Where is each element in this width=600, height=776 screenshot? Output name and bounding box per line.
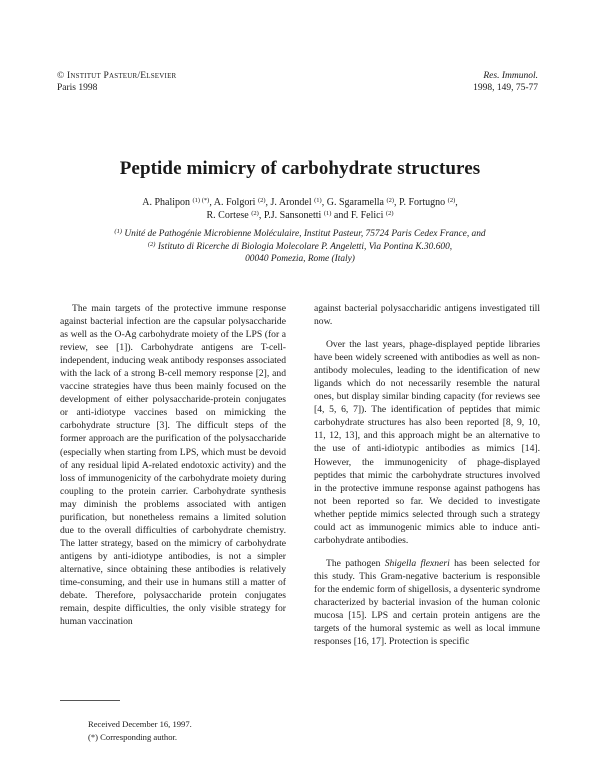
paragraph bbox=[314, 557, 540, 648]
author-affil-mark: (2) bbox=[257, 197, 266, 204]
author-name: , J. Arondel bbox=[265, 197, 312, 208]
author-affil-mark: (2) bbox=[385, 210, 394, 217]
affiliation-2 bbox=[80, 241, 520, 254]
author-affil-mark: (1) (*) bbox=[192, 197, 210, 204]
authors-line-1 bbox=[80, 196, 520, 209]
author-affil-mark: (2) bbox=[386, 197, 395, 204]
author-separator: , bbox=[455, 197, 458, 208]
affiliation-2-cont: 00040 Pomezia, Rome (Italy) bbox=[245, 254, 355, 264]
species-name: Shigella flexneri bbox=[384, 557, 450, 569]
paragraph-text: has been selected for this study. This Gram-negative bacterium is responsible for the endemic form of shigellosis, a dysenteric syndrome characterized by bacterial invasion of the human colonic mucosa [15]. LPS and certain protein antigens are the targets of the humoral systemic as well as local immune responses [16, 17]. Protection is specific bbox=[314, 557, 540, 648]
authors-line-2 bbox=[80, 209, 520, 222]
author-name: , P.J. Sansonetti bbox=[258, 210, 322, 221]
author-name: and F. Felici bbox=[331, 210, 384, 221]
affiliation-1 bbox=[80, 228, 520, 241]
paragraph: against bacterial polysaccharidic antigens investigated till now. bbox=[314, 303, 540, 328]
affil-mark: (2) bbox=[147, 240, 156, 248]
footnotes bbox=[88, 718, 192, 744]
paragraph: Over the last years, phage-displayed peptide libraries have been widely screened with antibodies as well as non-antibody molecules, leading to the identification of new ligands which do not necessarily resemble the natural ones, but display similar binding capacity (for reviews see [4, 5, 6, 7]). The identification of peptides that mimic carbohydrate structures has also been reported [8, 9, 10, 11, 12, 13], and this approach might be an alternative to the use of anti-idiotypic antibodies as mimics [14]. However, the immunogenicity of phage-displayed peptides that mimic the carbohydrate structures involved in the protective immune response against pathogens has not been reported so far. We decided to investigate whether peptide mimics selected through such a strategy could act as immunogenic mimics able to induce anti-carbohydrate antibodies. bbox=[314, 339, 540, 546]
paragraph-text: The pathogen bbox=[326, 557, 385, 569]
affiliations bbox=[80, 228, 520, 266]
received-date: Received December 16, 1997. bbox=[88, 719, 192, 729]
author-affil-mark: (1) bbox=[323, 210, 332, 217]
author-name: , P. Fortugno bbox=[394, 197, 446, 208]
affil-text: Unité de Pathogénie Microbienne Moléculaire, Institut Pasteur, 75724 Paris Cedex France, and bbox=[122, 229, 486, 239]
author-name: , A. Folgori bbox=[209, 197, 256, 208]
author-name: R. Cortese bbox=[206, 210, 249, 221]
article-title: Peptide mimicry of carbohydrate structures bbox=[119, 158, 481, 179]
author-name: A. Phalipon bbox=[142, 197, 191, 208]
paragraph: The main targets of the protective immune response against bacterial infection are the capsular polysaccharide as well as the O-Ag carbohydrate moiety of the LPS (for a review, see [1]). Carbohydrate antigens are T-cell-independent, inducing weak antibody responses associated with the lack of a strong B-cell memory response [2], and vaccine strategies have thus been mainly focused on the development of either polysaccharide-protein conjugates or anti-idiotype vaccines based on mimicking the carbohydrate structure [3]. The difficult steps of the former approach are the purification of the polysaccharide (especially when starting from LPS, which must be devoid of any residual lipid A-related endotoxic activity) and the loss of immunogenicity of the carbohydrate moiety during coupling to the protein carrier. Carbohydrate synthesis may diminish the problems associated with antigen purification, but nonetheless remains a limited solution due to the overall difficulties of carbohydrate chemistry. The latter strategy, based on the mimicry of carbohydrate antigens by anti-idiotype antibodies, is not a simpler alternative, since obtaining these antibodies is relatively time-consuming, and their use in humans still a matter of debate. Therefore, polysaccharide protein conjugates remain, despite difficulties, the only visible strategy for human vaccination bbox=[60, 303, 286, 628]
affil-text: Istituto di Ricerche di Biologia Molecolare P. Angeletti, Via Pontina K.30.600, bbox=[155, 241, 453, 252]
author-affil-mark: (2) bbox=[251, 210, 259, 217]
running-header-left bbox=[57, 70, 176, 94]
running-header-right bbox=[473, 70, 538, 94]
author-list bbox=[80, 196, 520, 222]
corresponding-author-note: (*) Corresponding author. bbox=[88, 732, 178, 742]
journal-name: Res. Immunol. bbox=[483, 71, 538, 81]
author-affil-mark: (1) bbox=[314, 197, 322, 204]
author-affil-mark: (2) bbox=[447, 197, 456, 204]
publisher-line: © Institut Pasteur/Elsevier bbox=[57, 71, 177, 81]
body-column-left bbox=[60, 302, 286, 638]
body-column-right bbox=[314, 302, 540, 658]
affil-mark: (1) bbox=[114, 228, 123, 235]
place-year: Paris 1998 bbox=[57, 83, 98, 93]
journal-citation: 1998, 149, 75-77 bbox=[473, 83, 538, 93]
footnote-rule bbox=[60, 700, 120, 701]
author-name: , G. Sgaramella bbox=[321, 197, 384, 208]
